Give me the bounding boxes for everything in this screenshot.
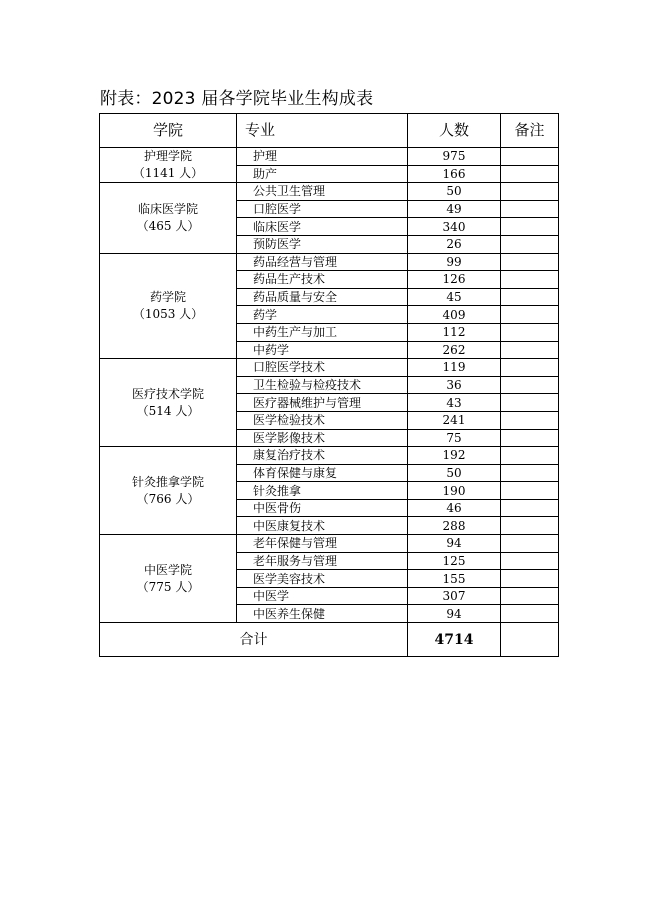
- major-cell: 药品生产技术: [237, 271, 408, 289]
- college-name: 药学院: [149, 289, 186, 304]
- note-cell: [501, 218, 559, 236]
- major-cell: 预防医学: [237, 235, 408, 253]
- note-cell: [501, 411, 559, 429]
- note-cell: [501, 535, 559, 553]
- count-cell: 262: [408, 341, 501, 359]
- count-cell: 36: [408, 376, 501, 394]
- count-cell: 119: [408, 359, 501, 377]
- table-row: [100, 253, 559, 271]
- count-cell: 975: [408, 148, 501, 166]
- major-cell: 卫生检验与检疫技术: [237, 376, 408, 394]
- count-cell: 112: [408, 323, 501, 341]
- count-cell: 126: [408, 271, 501, 289]
- graduate-composition-table: [99, 113, 559, 657]
- major-cell: 医学影像技术: [237, 429, 408, 447]
- major-cell: 助产: [237, 165, 408, 183]
- college-cell: [100, 359, 237, 447]
- count-cell: 190: [408, 482, 501, 500]
- college-cell: [100, 447, 237, 535]
- college-name: 中医学院: [143, 562, 192, 577]
- count-cell: 94: [408, 605, 501, 623]
- note-cell: [501, 570, 559, 588]
- major-cell: 药品经营与管理: [237, 253, 408, 271]
- note-cell: [501, 499, 559, 517]
- college-cell: [100, 253, 237, 359]
- note-cell: [501, 271, 559, 289]
- count-cell: 46: [408, 499, 501, 517]
- major-cell: 中医康复技术: [237, 517, 408, 535]
- college-total: （1141 人）: [132, 166, 204, 181]
- total-label: 合计: [100, 623, 408, 657]
- note-cell: [501, 429, 559, 447]
- count-cell: 45: [408, 288, 501, 306]
- college-name: 针灸推拿学院: [131, 474, 204, 489]
- total-note-cell: [501, 623, 559, 657]
- note-cell: [501, 394, 559, 412]
- header-count: 人数: [408, 114, 501, 148]
- major-cell: 中药学: [237, 341, 408, 359]
- note-cell: [501, 605, 559, 623]
- count-cell: 50: [408, 183, 501, 201]
- major-cell: 中医养生保健: [237, 605, 408, 623]
- table-row: [100, 183, 559, 201]
- major-cell: 中药生产与加工: [237, 323, 408, 341]
- major-cell: 医学美容技术: [237, 570, 408, 588]
- college-cell: [100, 148, 237, 183]
- count-cell: 43: [408, 394, 501, 412]
- note-cell: [501, 552, 559, 570]
- count-cell: 307: [408, 587, 501, 605]
- note-cell: [501, 517, 559, 535]
- college-name: 临床医学院: [137, 201, 198, 216]
- major-cell: 口腔医学技术: [237, 359, 408, 377]
- count-cell: 340: [408, 218, 501, 236]
- table-row: [100, 359, 559, 377]
- note-cell: [501, 288, 559, 306]
- college-cell: [100, 183, 237, 253]
- count-cell: 288: [408, 517, 501, 535]
- college-name: 护理学院: [143, 149, 192, 164]
- count-cell: 192: [408, 447, 501, 465]
- major-cell: 针灸推拿: [237, 482, 408, 500]
- college-total: （465 人）: [136, 218, 200, 233]
- note-cell: [501, 165, 559, 183]
- note-cell: [501, 306, 559, 324]
- page-title: 附表：2023 届各学院毕业生构成表: [100, 89, 374, 109]
- header-college: 学院: [100, 114, 237, 148]
- count-cell: 75: [408, 429, 501, 447]
- note-cell: [501, 464, 559, 482]
- count-cell: 125: [408, 552, 501, 570]
- major-cell: 药品质量与安全: [237, 288, 408, 306]
- college-name: 医疗技术学院: [131, 386, 204, 401]
- note-cell: [501, 482, 559, 500]
- note-cell: [501, 376, 559, 394]
- note-cell: [501, 148, 559, 166]
- college-total: （766 人）: [136, 491, 200, 506]
- table-body: [100, 148, 559, 623]
- note-cell: [501, 200, 559, 218]
- header-note: 备注: [501, 114, 559, 148]
- major-cell: 康复治疗技术: [237, 447, 408, 465]
- note-cell: [501, 341, 559, 359]
- major-cell: 体育保健与康复: [237, 464, 408, 482]
- header-major: 专业: [237, 114, 408, 148]
- major-cell: 医疗器械维护与管理: [237, 394, 408, 412]
- count-cell: 409: [408, 306, 501, 324]
- count-cell: 155: [408, 570, 501, 588]
- major-cell: 老年保健与管理: [237, 535, 408, 553]
- college-total: （1053 人）: [132, 306, 204, 321]
- count-cell: 49: [408, 200, 501, 218]
- total-value: 4714: [408, 623, 501, 657]
- count-cell: 99: [408, 253, 501, 271]
- major-cell: 临床医学: [237, 218, 408, 236]
- table-row: [100, 535, 559, 553]
- major-cell: 中医骨伤: [237, 499, 408, 517]
- note-cell: [501, 323, 559, 341]
- count-cell: 241: [408, 411, 501, 429]
- major-cell: 老年服务与管理: [237, 552, 408, 570]
- major-cell: 口腔医学: [237, 200, 408, 218]
- major-cell: 公共卫生管理: [237, 183, 408, 201]
- major-cell: 医学检验技术: [237, 411, 408, 429]
- note-cell: [501, 447, 559, 465]
- table-header-row: [100, 114, 559, 148]
- college-total: （514 人）: [136, 403, 200, 418]
- note-cell: [501, 587, 559, 605]
- count-cell: 26: [408, 235, 501, 253]
- note-cell: [501, 183, 559, 201]
- college-cell: [100, 535, 237, 623]
- note-cell: [501, 235, 559, 253]
- count-cell: 166: [408, 165, 501, 183]
- major-cell: 护理: [237, 148, 408, 166]
- note-cell: [501, 253, 559, 271]
- count-cell: 50: [408, 464, 501, 482]
- college-total: （775 人）: [136, 579, 200, 594]
- major-cell: 药学: [237, 306, 408, 324]
- total-row: [100, 623, 559, 657]
- note-cell: [501, 359, 559, 377]
- major-cell: 中医学: [237, 587, 408, 605]
- table-row: [100, 447, 559, 465]
- table-row: [100, 148, 559, 166]
- count-cell: 94: [408, 535, 501, 553]
